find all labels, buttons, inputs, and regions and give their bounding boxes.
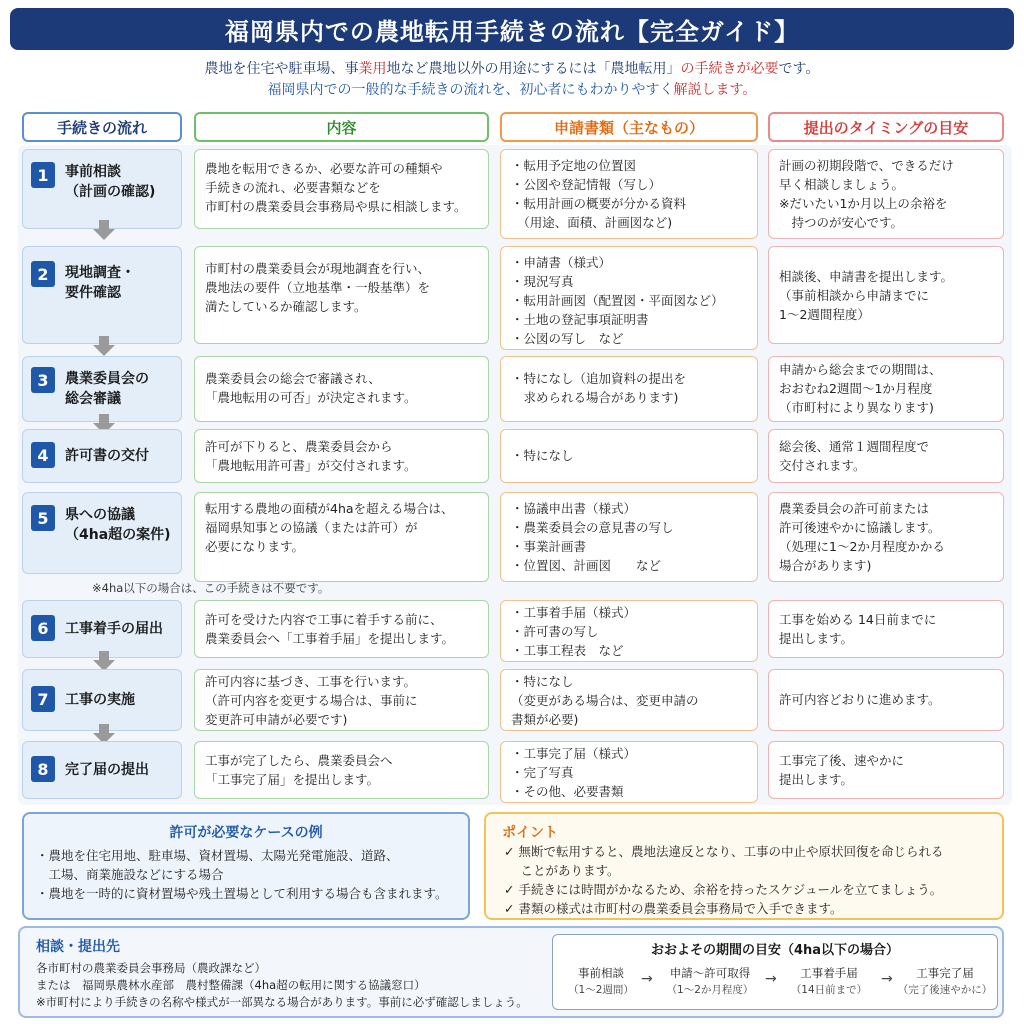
step-number: 5: [31, 505, 55, 531]
note-4ha: ※4ha以下の場合は、この手続きは不要です。: [92, 581, 330, 595]
step-4-docs: ・特になし: [500, 429, 758, 483]
period-title: おおよその期間の目安（4ha以下の場合）: [650, 943, 900, 958]
period-step-duration: （1～2か月程度）: [666, 984, 754, 996]
period-step-duration: （1～2週間）: [568, 984, 634, 996]
step-7-docs: ・特になし （変更がある場合は、変更申請の 書類が必要): [500, 669, 758, 731]
step-title: 事前相談 （計画の確認): [65, 164, 156, 200]
intro-highlight: の手続きが必要: [680, 61, 779, 77]
contact-line: 各市町村の農業委員会事務局（農政課など）: [36, 961, 266, 975]
step-number: 3: [31, 367, 55, 393]
period-step: [655, 965, 765, 999]
intro-text: 農地を住宅や駐車場、事: [204, 61, 359, 77]
period-step-label: 工事着手届: [800, 966, 858, 980]
step-5-timing: 農業委員会の許可前または 許可後速やかに協議します。 （処理に1～2か月程度かかる 場合があります): [768, 492, 1004, 582]
arrow-right-icon: →: [881, 971, 893, 987]
step-2-box: [22, 246, 182, 344]
step-number: 2: [31, 261, 55, 287]
intro-line-1: [0, 58, 1024, 78]
step-4-timing: 総会後、通常１週間程度で 交付されます。: [768, 429, 1004, 483]
step-2-content: 市町村の農業委員会が現地調査を行い、 農地法の要件（立地基準・一般基準）を 満たしているか確認します。: [194, 246, 489, 344]
intro-line-2: [0, 79, 1024, 99]
period-step: [779, 965, 879, 999]
step-6-timing: 工事を始める 14日前までに 提出します。: [768, 600, 1004, 658]
step-title: 農業委員会の 総会審議: [65, 371, 149, 407]
step-number: 1: [31, 162, 55, 188]
period-step-label: 申請～許可取得: [669, 966, 751, 980]
permit-cases-list: ・農地を住宅用地、駐車場、資材置場、太陽光発電施設、道路、 工場、商業施設などにする場合 ・農地を一時的に資材置場や残土置場として利用する場合も含まれます。: [36, 848, 448, 901]
step-number: 4: [31, 442, 55, 468]
step-7-content: 許可内容に基づき、工事を行います。 （許可内容を変更する場合は、事前に 変更許可申請が必要です): [194, 669, 489, 731]
period-step-label: 工事完了届: [916, 966, 974, 980]
period-step: [895, 965, 995, 999]
step-8-docs: ・工事完了届（様式） ・完了写真 ・その他、必要書類: [500, 741, 758, 803]
step-title: 工事着手の届出: [65, 621, 163, 637]
points-list: ✓ 無断で転用すると、農地法違反となり、工事の中止や原状回復を命じられる ことがあります。 ✓ 手続きには時間がかなるため、余裕を持ったスケジュールを立てましょう。 ✓ 書類の様式は市町村の農業委員会事務局で入手できます。: [504, 844, 944, 916]
step-5-docs: ・協議申出書（様式） ・農業委員会の意見書の写し ・事業計画書 ・位置図、計画図 など: [500, 492, 758, 582]
column-header-flow: 手続きの流れ: [22, 112, 182, 142]
step-1-content: 農地を転用できるか、必要な許可の種類や 手続きの流れ、必要書類などを 市町村の農業委員会事務局や県に相談します。: [194, 149, 489, 229]
page-title: 福岡県内での農地転用手続きの流れ【完全ガイド】: [10, 8, 1014, 50]
intro-highlight: 業用: [358, 61, 387, 77]
step-5-box: [22, 492, 182, 574]
contact-note: ※市町村により手続きの名称や様式が一部異なる場合があります。事前に必ず確認しましょう。: [36, 995, 528, 1009]
period-estimate-box: [552, 934, 998, 1010]
period-step-duration: （完了後速やかに）: [897, 984, 993, 996]
step-1-box: [22, 149, 182, 229]
step-7-box: [22, 669, 182, 731]
step-6-docs: ・工事着手届（様式） ・許可書の写し ・工事工程表 など: [500, 600, 758, 662]
step-2-docs: ・申請書（様式） ・現況写真 ・転用計画図（配置図・平面図など） ・土地の登記事項証明書 ・公図の写し など: [500, 246, 758, 350]
step-title: 許可書の交付: [65, 448, 149, 464]
points-title: ポイント: [502, 825, 558, 841]
intro-highlight: 解説します。: [673, 82, 757, 98]
step-1-timing: 計画の初期段階で、できるだけ 早く相談しましょう。 ※だいたい1か月以上の余裕を 持つのが安心です。: [768, 149, 1004, 239]
period-step-duration: （14日前まで）: [790, 984, 868, 996]
arrow-right-icon: →: [641, 971, 653, 987]
step-3-docs: ・特になし（追加資料の提出を 求められる場合があります): [500, 356, 758, 422]
permit-cases-title: 許可が必要なケースの例: [169, 825, 323, 841]
step-6-content: 許可を受けた内容で工事に着手する前に、 農業委員会へ「工事着手届」を提出します。: [194, 600, 489, 658]
period-step: [561, 965, 641, 999]
step-title: 完了届の提出: [65, 762, 149, 778]
contact-title: 相談・提出先: [36, 939, 120, 955]
column-header-content: 内容: [194, 112, 489, 142]
intro-text: 地など農地以外の用途にするには「農地転用」: [386, 61, 681, 77]
intro-text: 福岡県内での一般的な手続きの流れを、初心者にもわかりやすく: [267, 82, 674, 98]
step-title: 現地調査・ 要件確認: [65, 265, 135, 301]
step-5-content: 転用する農地の面積が4haを超える場合は、 福岡県知事との協議（または許可）が 必要になります。: [194, 492, 489, 582]
arrow-down-icon: [92, 651, 116, 671]
step-8-content: 工事が完了したら、農業委員会へ 「工事完了届」を提出します。: [194, 741, 489, 799]
step-title: 県への協議 （4ha超の案件): [65, 507, 171, 543]
step-7-timing: 許可内容どおりに進めます。: [768, 669, 1004, 731]
step-1-docs: ・転用予定地の位置図 ・公図や登記情報（写し） ・転用計画の概要が分かる資料 （用途、面積、計画図など): [500, 149, 758, 239]
step-8-timing: 工事完了後、速やかに 提出します。: [768, 741, 1004, 799]
step-3-timing: 申請から総会までの期間は、 おおむね2週間～1か月程度 （市町村により異なります): [768, 356, 1004, 422]
arrow-down-icon: [92, 336, 116, 356]
step-6-box: [22, 600, 182, 658]
period-step-label: 事前相談: [578, 966, 624, 980]
column-header-docs: 申請書類（主なもの）: [500, 112, 758, 142]
step-4-content: 許可が下りると、農業委員会から 「農地転用許可書」が交付されます。: [194, 429, 489, 483]
step-number: 7: [31, 686, 55, 712]
step-2-timing: 相談後、申請書を提出します。 （事前相談から申請までに 1～2週間程度）: [768, 246, 1004, 344]
arrow-down-icon: [92, 220, 116, 240]
step-title: 工事の実施: [65, 692, 135, 708]
step-8-box: [22, 741, 182, 799]
arrow-right-icon: →: [765, 971, 777, 987]
step-3-box: [22, 356, 182, 422]
step-number: 8: [31, 756, 55, 782]
step-3-content: 農業委員会の総会で審議され、 「農地転用の可否」が決定されます。: [194, 356, 489, 422]
step-number: 6: [31, 615, 55, 641]
step-4-box: [22, 429, 182, 483]
contact-line: または 福岡県農林水産部 農村整備課（4ha超の転用に関する協議窓口）: [36, 978, 426, 992]
intro-text: です。: [778, 61, 820, 77]
column-header-timing: 提出のタイミングの目安: [768, 112, 1004, 142]
permit-cases-box: [22, 812, 470, 920]
points-box: [484, 812, 1004, 920]
